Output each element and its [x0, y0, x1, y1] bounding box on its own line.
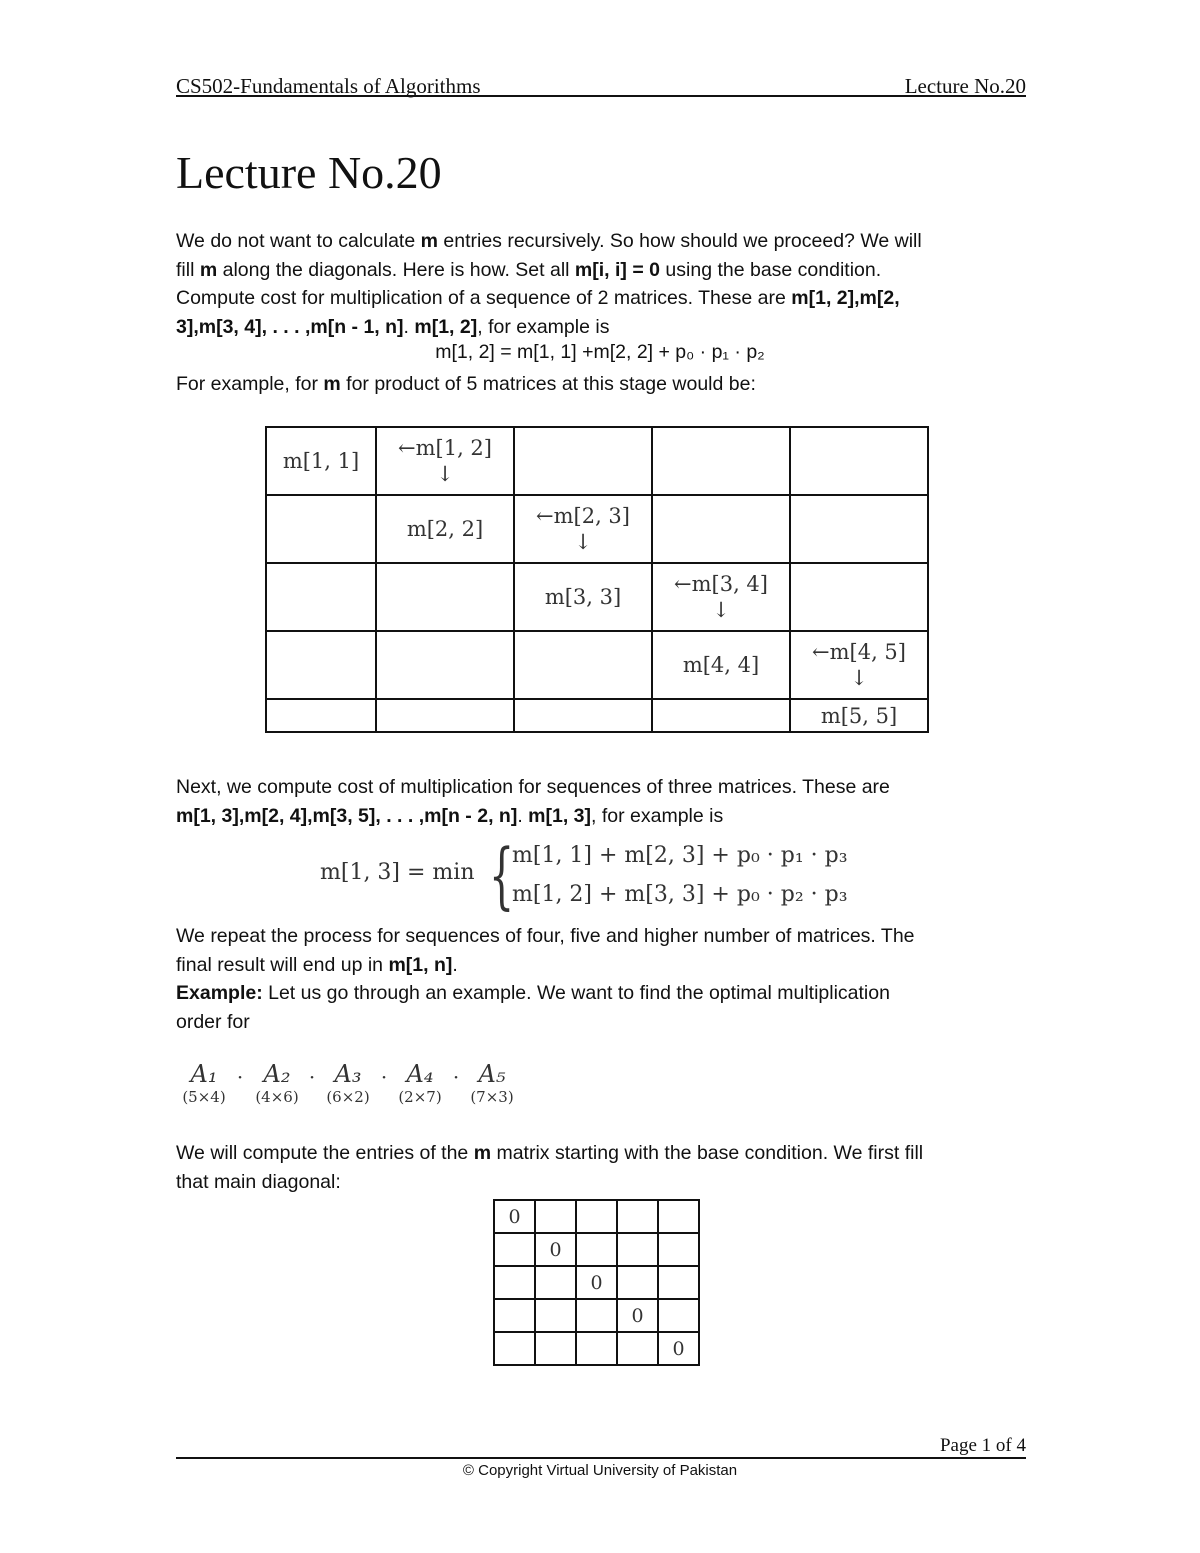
cell-diag: 0 — [576, 1266, 617, 1299]
cell-m23: ←m[2, 3] ↓ — [514, 495, 652, 563]
cell-m11: m[1, 1] — [266, 427, 376, 495]
cell-m33: m[3, 3] — [514, 563, 652, 631]
down-arrow-icon: ↓ — [574, 530, 592, 554]
m-table-diagonals — [265, 426, 929, 733]
matrix-a2: A₂ (4×6) — [255, 1060, 299, 1106]
cell-diag: 0 — [658, 1332, 699, 1365]
compute-paragraph: We will compute the entries of the m matrix starting with the base condition. We first fill that main diagonal: — [176, 1142, 924, 1193]
footer-divider — [176, 1457, 1026, 1459]
cell-diag: 0 — [494, 1200, 535, 1233]
repeat-paragraph: We repeat the process for sequences of four, five and higher number of matrices. The final result will end up in m[1, n]. Example: Let us go through an example. We want to find the optimal multiplication order for — [176, 925, 915, 1033]
dot-4: · — [452, 1065, 460, 1089]
m-table-base — [493, 1199, 700, 1366]
next-paragraph: Next, we compute cost of multiplication for sequences of three matrices. These are m[1, 3],m[2, 4],m[3, 5], . . . ,m[n - 2, n]. m[1, 3], for example is — [176, 776, 890, 827]
copyright: © Copyright Virtual University of Pakistan — [462, 1462, 738, 1479]
cell-diag: 0 — [617, 1299, 658, 1332]
cell-m34: ←m[3, 4] ↓ — [652, 563, 790, 631]
example-intro: For example, for m for product of 5 matrices at this stage would be: — [176, 373, 756, 395]
cell-m45: ←m[4, 5] ↓ — [790, 631, 928, 699]
dot-1: · — [236, 1065, 244, 1089]
page-number: Page 1 of 4 — [939, 1435, 1026, 1456]
equation-m13-case2: m[1, 2] + m[3, 3] + p₀ · p₂ · p₃ — [512, 882, 848, 907]
down-arrow-icon: ↓ — [436, 462, 454, 486]
cell-diag: 0 — [535, 1233, 576, 1266]
intro-paragraph: We do not want to calculate m entries recursively. So how should we proceed? We will fill m along the diagonals. Here is how. Set all m[i, i] = 0 using the base condition. Compute cost for multiplication of a sequence of 2 matrices. These are m[1, 2],m[2, 3],m[3, 4], . . . ,m[n - 1, n]. m[1, 2], for example is — [176, 230, 922, 338]
matrix-a1: A₁ (5×4) — [182, 1060, 226, 1106]
brace-icon: { — [489, 833, 515, 917]
cell-m55: m[5, 5] — [790, 699, 928, 732]
equation-m12: m[1, 2] = m[1, 1] +m[2, 2] + p₀ · p₁ · p₂ — [435, 341, 765, 363]
cell-m12: ←m[1, 2] ↓ — [376, 427, 514, 495]
matrix-a4: A₄ (2×7) — [398, 1060, 442, 1106]
header-course: CS502-Fundamentals of Algorithms — [176, 74, 481, 98]
header-lecture: Lecture No.20 — [904, 74, 1026, 98]
down-arrow-icon: ↓ — [850, 666, 868, 690]
down-arrow-icon: ↓ — [712, 598, 730, 622]
matrix-a5: A₅ (7×3) — [470, 1060, 514, 1106]
equation-m13-lhs: m[1, 3] = min — [320, 860, 475, 885]
cell-m44: m[4, 4] — [652, 631, 790, 699]
page-title: Lecture No.20 — [176, 147, 442, 198]
header-divider — [176, 95, 1026, 97]
dot-3: · — [380, 1065, 388, 1089]
matrix-a3: A₃ (6×2) — [326, 1060, 370, 1106]
cell-m22: m[2, 2] — [376, 495, 514, 563]
equation-m13-case1: m[1, 1] + m[2, 3] + p₀ · p₁ · p₃ — [512, 843, 848, 868]
dot-2: · — [308, 1065, 316, 1089]
